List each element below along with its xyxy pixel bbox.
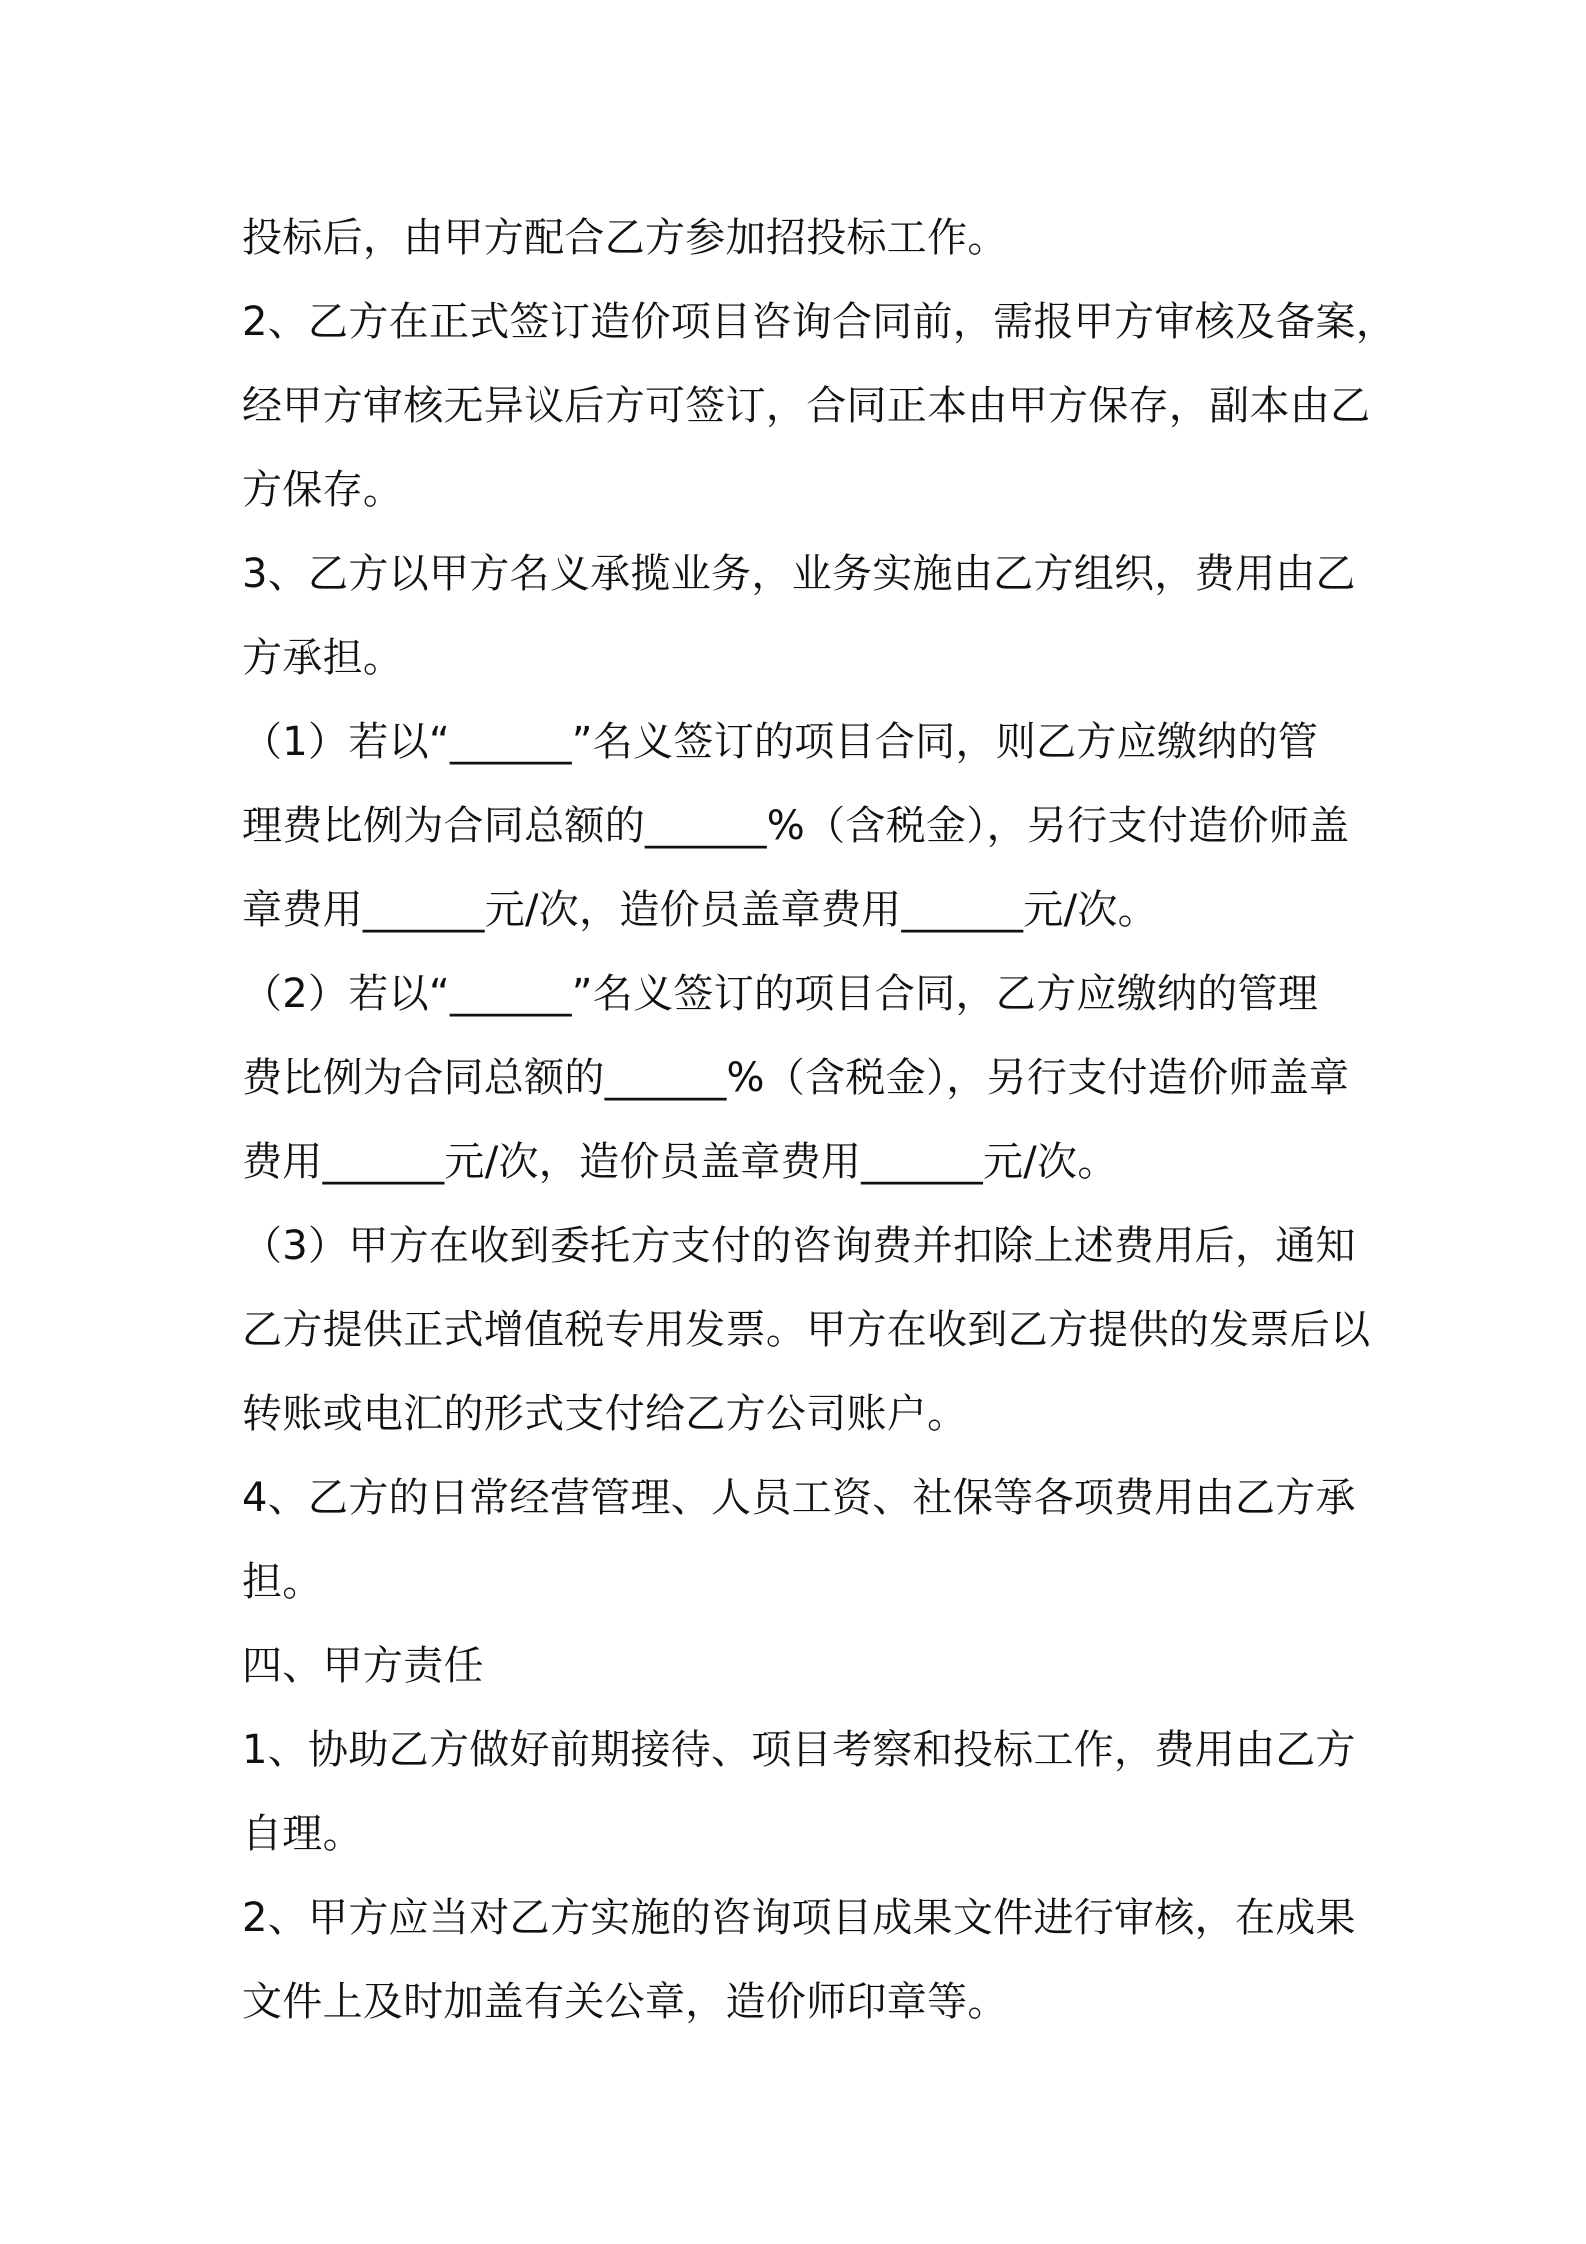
text-line: （2）若以“______”名义签订的项目合同，乙方应缴纳的管理 [242, 971, 1319, 1017]
text-line: 文件上及时加盖有关公章，造价师印章等。 [242, 1979, 1008, 2025]
text-line: （1）若以“______”名义签订的项目合同，则乙方应缴纳的管 [242, 719, 1319, 765]
text-line: 章费用______元/次，造价员盖章费用______元/次。 [242, 887, 1158, 933]
text-line: 转账或电汇的形式支付给乙方公司账户。 [242, 1391, 968, 1437]
text-line: 2、甲方应当对乙方实施的咨询项目成果文件进行审核，在成果 [242, 1895, 1356, 1941]
text-line: 投标后，由甲方配合乙方参加招投标工作。 [242, 215, 1008, 261]
text-line: 担。 [242, 1559, 323, 1605]
text-line: 4、乙方的日常经营管理、人员工资、社保等各项费用由乙方承 [242, 1475, 1356, 1521]
text-line: 自理。 [242, 1811, 363, 1857]
section-heading: 四、甲方责任 [242, 1643, 484, 1689]
text-line: 经甲方审核无异议后方可签订，合同正本由甲方保存，副本由乙 [242, 383, 1371, 429]
text-line: 3、乙方以甲方名义承揽业务，业务实施由乙方组织，费用由乙 [242, 551, 1356, 597]
text-line: 费比例为合同总额的______%（含税金），另行支付造价师盖章 [242, 1055, 1350, 1101]
text-line: 方保存。 [242, 467, 404, 513]
text-line: （3）甲方在收到委托方支付的咨询费并扣除上述费用后，通知 [242, 1223, 1356, 1269]
text-line: 1、协助乙方做好前期接待、项目考察和投标工作，费用由乙方 [242, 1727, 1356, 1773]
text-line: 方承担。 [242, 635, 404, 681]
text-line: 理费比例为合同总额的______%（含税金），另行支付造价师盖 [242, 803, 1350, 849]
document-body [242, 196, 1397, 2044]
text-line: 乙方提供正式增值税专用发票。甲方在收到乙方提供的发票后以 [242, 1307, 1371, 1353]
text-line: 费用______元/次，造价员盖章费用______元/次。 [242, 1139, 1118, 1185]
text-line: 2、乙方在正式签订造价项目咨询合同前，需报甲方审核及备案， [242, 299, 1397, 345]
